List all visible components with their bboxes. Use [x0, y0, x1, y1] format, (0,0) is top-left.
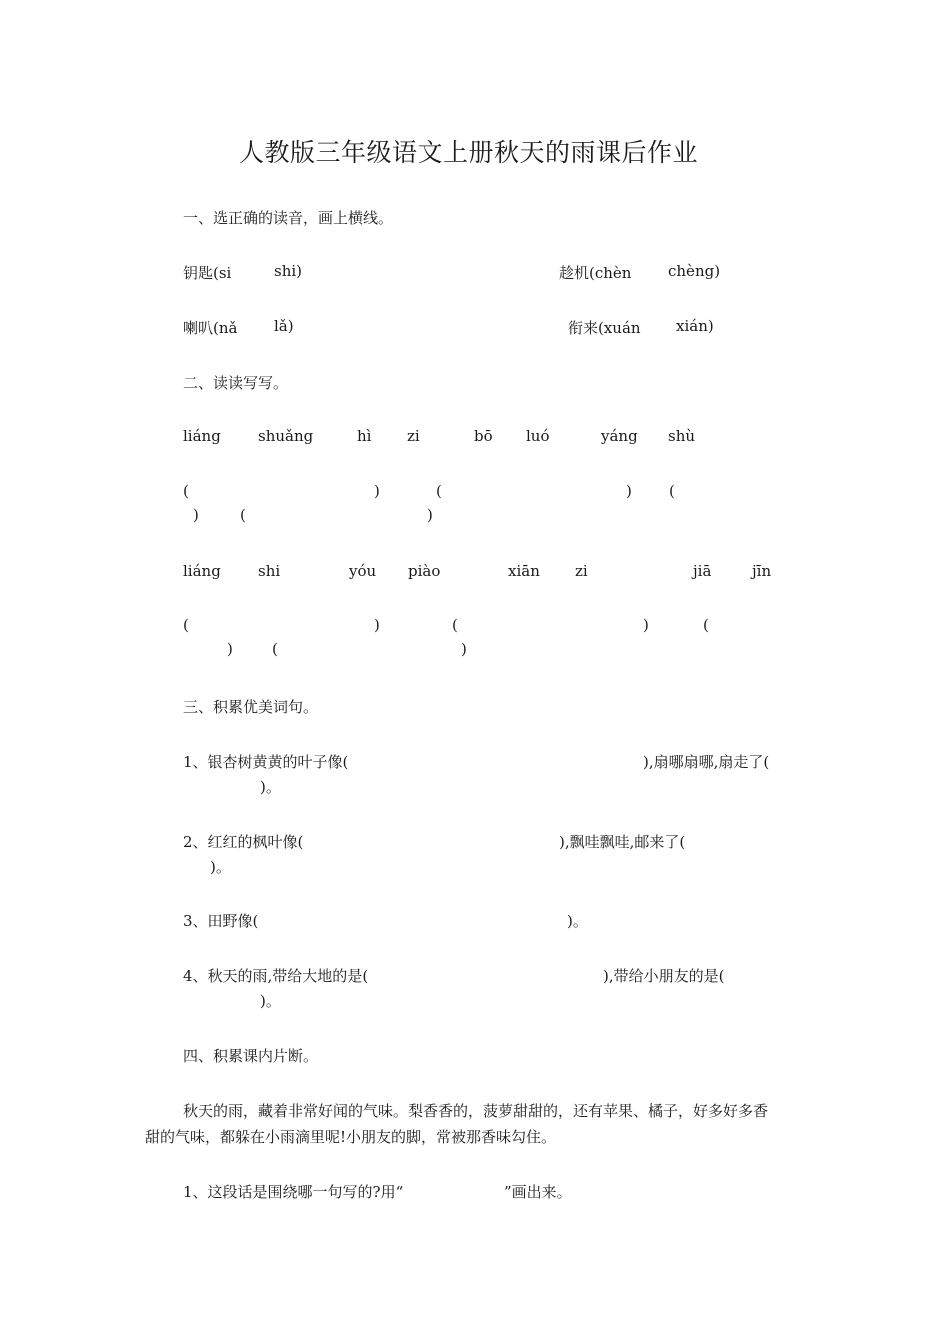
blank-close: ) — [227, 640, 233, 658]
s1-row2-right: 衔来(xuán — [568, 319, 641, 337]
blank-close: ) — [626, 482, 632, 500]
question1-b: ”画出来。 — [504, 1183, 572, 1201]
blank-open: ( — [669, 482, 675, 500]
blank-open: ( — [183, 616, 189, 634]
s1-row1-left-alt: shi) — [274, 262, 303, 280]
question1-a: 1、这段话是围绕哪一句写的?用“ — [183, 1183, 404, 1201]
s3-item1-a: 1、银杏树黄黄的叶子像( — [183, 753, 349, 771]
s1-row1-right: 趁机(chèn — [559, 264, 632, 282]
s3-item1-b: ),扇哪扇哪,扇走了( — [643, 753, 770, 771]
pinyin: shù — [668, 427, 696, 445]
s3-item1-c: )。 — [260, 778, 281, 796]
s3-item4-b: ),带给小朋友的是( — [603, 967, 725, 985]
pinyin: liáng — [183, 427, 221, 445]
pinyin: xiān — [508, 562, 540, 580]
pinyin: hì — [357, 427, 372, 445]
blank-close: ) — [374, 616, 380, 634]
s3-item2-c: )。 — [210, 858, 231, 876]
pinyin: zi — [575, 562, 588, 580]
s3-item3-a: 3、田野像( — [183, 912, 259, 930]
blank-open: ( — [703, 616, 709, 634]
s3-item4-a: 4、秋天的雨,带给大地的是( — [183, 967, 369, 985]
pinyin: yáng — [601, 427, 638, 445]
section3-heading: 三、积累优美词句。 — [183, 698, 319, 716]
blank-open: ( — [272, 640, 278, 658]
blank-open: ( — [183, 482, 189, 500]
blank-open: ( — [436, 482, 442, 500]
s3-item4-c: )。 — [260, 992, 281, 1010]
pinyin: jīn — [752, 562, 772, 580]
section1-heading: 一、选正确的读音，画上横线。 — [183, 209, 394, 227]
s3-item2-a: 2、红红的枫叶像( — [183, 833, 304, 851]
pinyin: liáng — [183, 562, 221, 580]
s3-item3-b: )。 — [567, 912, 588, 930]
pinyin: luó — [526, 427, 550, 445]
pinyin: bō — [474, 427, 493, 445]
page-title: 人教版三年级语文上册秋天的雨课后作业 — [239, 138, 699, 167]
s1-row1-right-alt: chèng) — [668, 262, 721, 280]
s1-row2-left-alt: lǎ) — [274, 317, 294, 335]
passage-line-1: 秋天的雨，藏着非常好闻的气味。梨香香的，菠萝甜甜的，还有苹果、橘子，好多好多香 — [183, 1102, 769, 1120]
blank-close: ) — [374, 482, 380, 500]
section2-heading: 二、读读写写。 — [183, 374, 289, 392]
blank-close: ) — [461, 640, 467, 658]
blank-close: ) — [643, 616, 649, 634]
s3-item2-b: ),飘哇飘哇,邮来了( — [559, 833, 686, 851]
s1-row2-right-alt: xián) — [676, 317, 714, 335]
blank-open: ( — [452, 616, 458, 634]
blank-close: ) — [193, 506, 199, 524]
pinyin: shi — [258, 562, 281, 580]
pinyin: jiā — [693, 562, 712, 580]
pinyin: piào — [408, 562, 441, 580]
section4-heading: 四、积累课内片断。 — [183, 1047, 319, 1065]
passage-line-2: 甜的气味，都躲在小雨滴里呢!小朋友的脚，常被那香味勾住。 — [145, 1128, 557, 1146]
pinyin: yóu — [349, 562, 377, 580]
blank-close: ) — [427, 506, 433, 524]
s1-row2-left: 喇叭(nǎ — [183, 319, 238, 337]
s1-row1-left: 钥匙(si — [183, 264, 232, 282]
pinyin: zi — [407, 427, 420, 445]
pinyin: shuǎng — [258, 427, 314, 445]
blank-open: ( — [240, 506, 246, 524]
